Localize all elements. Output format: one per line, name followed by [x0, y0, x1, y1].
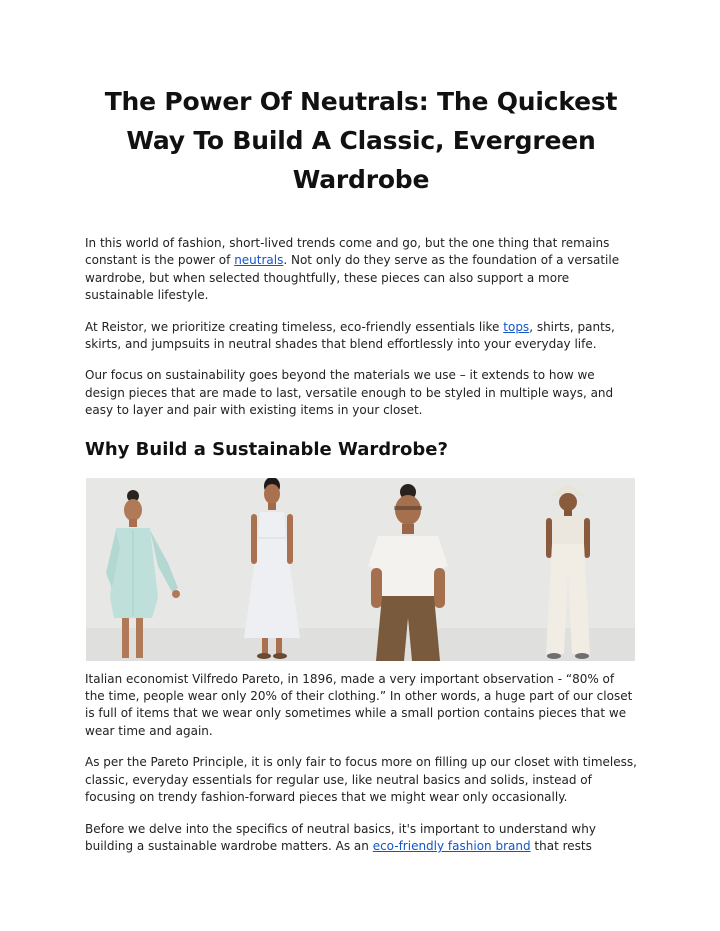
intro-p1-text-before: In this world of fashion, short-lived trends come and go, but the one thing that remains constant is the power of — [85, 236, 610, 268]
intro-p2-text-before: At Reistor, we prioritize creating timeless, eco-friendly essentials like — [85, 319, 504, 334]
tops-link[interactable]: tops — [503, 319, 530, 334]
section-paragraph-2: As per the Pareto Principle, it is only fair to focus more on filling up our closet with timeless, classic, everyday essentials for regular use, like neutral basics and solids, instead of focusing on trendy fashion-forward pieces that we might wear only occasionally. — [85, 755, 637, 805]
section-paragraph-3 — [85, 821, 637, 856]
neutrals-link[interactable]: neutrals — [234, 253, 284, 268]
document-page — [85, 82, 637, 869]
section-p3-text-after: that rests — [530, 838, 592, 853]
intro-p1-text-after: . Not only do they serve as the foundation of a versatile wardrobe, but when selected thoughtfully, these pieces can also support a more sustainable lifestyle. — [85, 253, 620, 303]
intro-paragraph-2 — [85, 319, 637, 354]
section-p3-text-before: Before we delve into the specifics of neutral basics, it's important to understand why building a sustainable wardrobe matters. As an — [85, 821, 596, 853]
intro-p2-text-after: , shirts, pants, skirts, and jumpsuits in neutral shades that blend effortlessly into your everyday life. — [85, 319, 615, 352]
intro-paragraph-3: Our focus on sustainability goes beyond the materials we use – it extends to how we design pieces that are made to last, versatile enough to be styled in multiple ways, and easy to layer and pair with existing items in your closet. — [85, 368, 614, 418]
models-photo — [86, 478, 635, 661]
section-paragraph-1: Italian economist Vilfredo Pareto, in 1896, made a very important observation - “80% of the time, people wear only 20% of their clothing.” In other words, a huge part of our closet is full of items that we wear only sometimes while a small portion contains pieces that we wear time and again. — [85, 671, 633, 738]
section-heading: Why Build a Sustainable Wardrobe? — [85, 438, 448, 460]
models-illustration — [86, 478, 635, 661]
eco-friendly-fashion-brand-link[interactable]: eco-friendly fashion brand — [372, 838, 531, 853]
intro-paragraph-1 — [85, 235, 637, 305]
article-title: The Power Of Neutrals: The Quickest Way To Build A Classic, Evergreen Wardrobe — [104, 87, 618, 194]
